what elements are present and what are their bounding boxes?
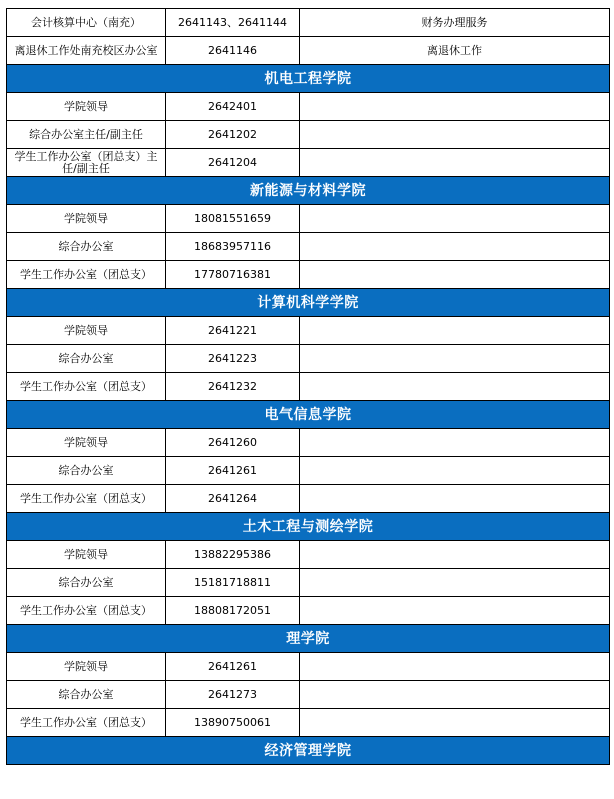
table-row [7,569,610,597]
unit-cell: 会计核算中心（南充） [7,9,166,37]
unit-cell: 学院领导 [7,93,166,121]
section-header-row [7,65,610,93]
unit-cell: 学生工作办公室（团总支） [7,597,166,625]
unit-cell: 学生工作办公室（团总支） [7,709,166,737]
unit-cell: 学生工作办公室（团总支） [7,373,166,401]
unit-cell: 离退休工作处南充校区办公室 [7,37,166,65]
table-row [7,485,610,513]
phone-cell: 2641204 [166,149,300,177]
duty-cell [300,233,610,261]
duty-cell: 财务办理服务 [300,9,610,37]
phone-cell: 15181718811 [166,569,300,597]
phone-cell: 17780716381 [166,261,300,289]
unit-cell: 学院领导 [7,541,166,569]
section-header-row [7,625,610,653]
table-row [7,9,610,37]
unit-cell: 综合办公室 [7,681,166,709]
unit-cell: 学院领导 [7,429,166,457]
phone-cell: 2641273 [166,681,300,709]
table-row [7,681,610,709]
section-header-row [7,401,610,429]
phone-cell: 2641264 [166,485,300,513]
unit-cell: 学生工作办公室（团总支）主任/副主任 [7,149,166,177]
duty-cell [300,597,610,625]
duty-cell [300,569,610,597]
duty-cell [300,653,610,681]
phone-cell: 18081551659 [166,205,300,233]
duty-cell [300,345,610,373]
duty-cell: 离退休工作 [300,37,610,65]
duty-cell [300,429,610,457]
phone-cell: 13890750061 [166,709,300,737]
phone-cell: 2641232 [166,373,300,401]
phone-cell: 18683957116 [166,233,300,261]
unit-cell: 综合办公室 [7,233,166,261]
phone-cell: 2641223 [166,345,300,373]
table-row [7,205,610,233]
duty-cell [300,373,610,401]
unit-cell: 学院领导 [7,205,166,233]
phone-directory-table [6,8,610,765]
duty-cell [300,541,610,569]
section-header-row [7,737,610,765]
table-row [7,457,610,485]
section-title: 计算机科学学院 [7,289,610,317]
unit-cell: 综合办公室主任/副主任 [7,121,166,149]
table-row [7,149,610,177]
section-title: 电气信息学院 [7,401,610,429]
phone-cell: 2641202 [166,121,300,149]
unit-cell: 综合办公室 [7,457,166,485]
table-row [7,653,610,681]
section-title: 机电工程学院 [7,65,610,93]
duty-cell [300,93,610,121]
section-title: 理学院 [7,625,610,653]
table-row [7,121,610,149]
unit-cell: 综合办公室 [7,345,166,373]
duty-cell [300,261,610,289]
duty-cell [300,149,610,177]
phone-cell: 2641261 [166,653,300,681]
duty-cell [300,681,610,709]
unit-cell: 学院领导 [7,653,166,681]
duty-cell [300,205,610,233]
section-title: 经济管理学院 [7,737,610,765]
table-row [7,597,610,625]
phone-cell: 2642401 [166,93,300,121]
table-row [7,373,610,401]
unit-cell: 学生工作办公室（团总支） [7,485,166,513]
phone-cell: 2641260 [166,429,300,457]
duty-cell [300,485,610,513]
table-row [7,233,610,261]
table-row [7,429,610,457]
unit-cell: 学生工作办公室（团总支） [7,261,166,289]
unit-cell: 学院领导 [7,317,166,345]
table-row [7,37,610,65]
section-title: 土木工程与测绘学院 [7,513,610,541]
unit-cell: 综合办公室 [7,569,166,597]
section-header-row [7,177,610,205]
section-header-row [7,289,610,317]
duty-cell [300,709,610,737]
duty-cell [300,121,610,149]
phone-cell: 2641146 [166,37,300,65]
table-row [7,93,610,121]
phone-cell: 13882295386 [166,541,300,569]
section-title: 新能源与材料学院 [7,177,610,205]
table-row [7,541,610,569]
duty-cell [300,457,610,485]
phone-cell: 2641221 [166,317,300,345]
phone-cell: 2641261 [166,457,300,485]
duty-cell [300,317,610,345]
phone-cell: 18808172051 [166,597,300,625]
phone-cell: 2641143、2641144 [166,9,300,37]
table-row [7,709,610,737]
table-row [7,345,610,373]
section-header-row [7,513,610,541]
table-row [7,261,610,289]
table-row [7,317,610,345]
